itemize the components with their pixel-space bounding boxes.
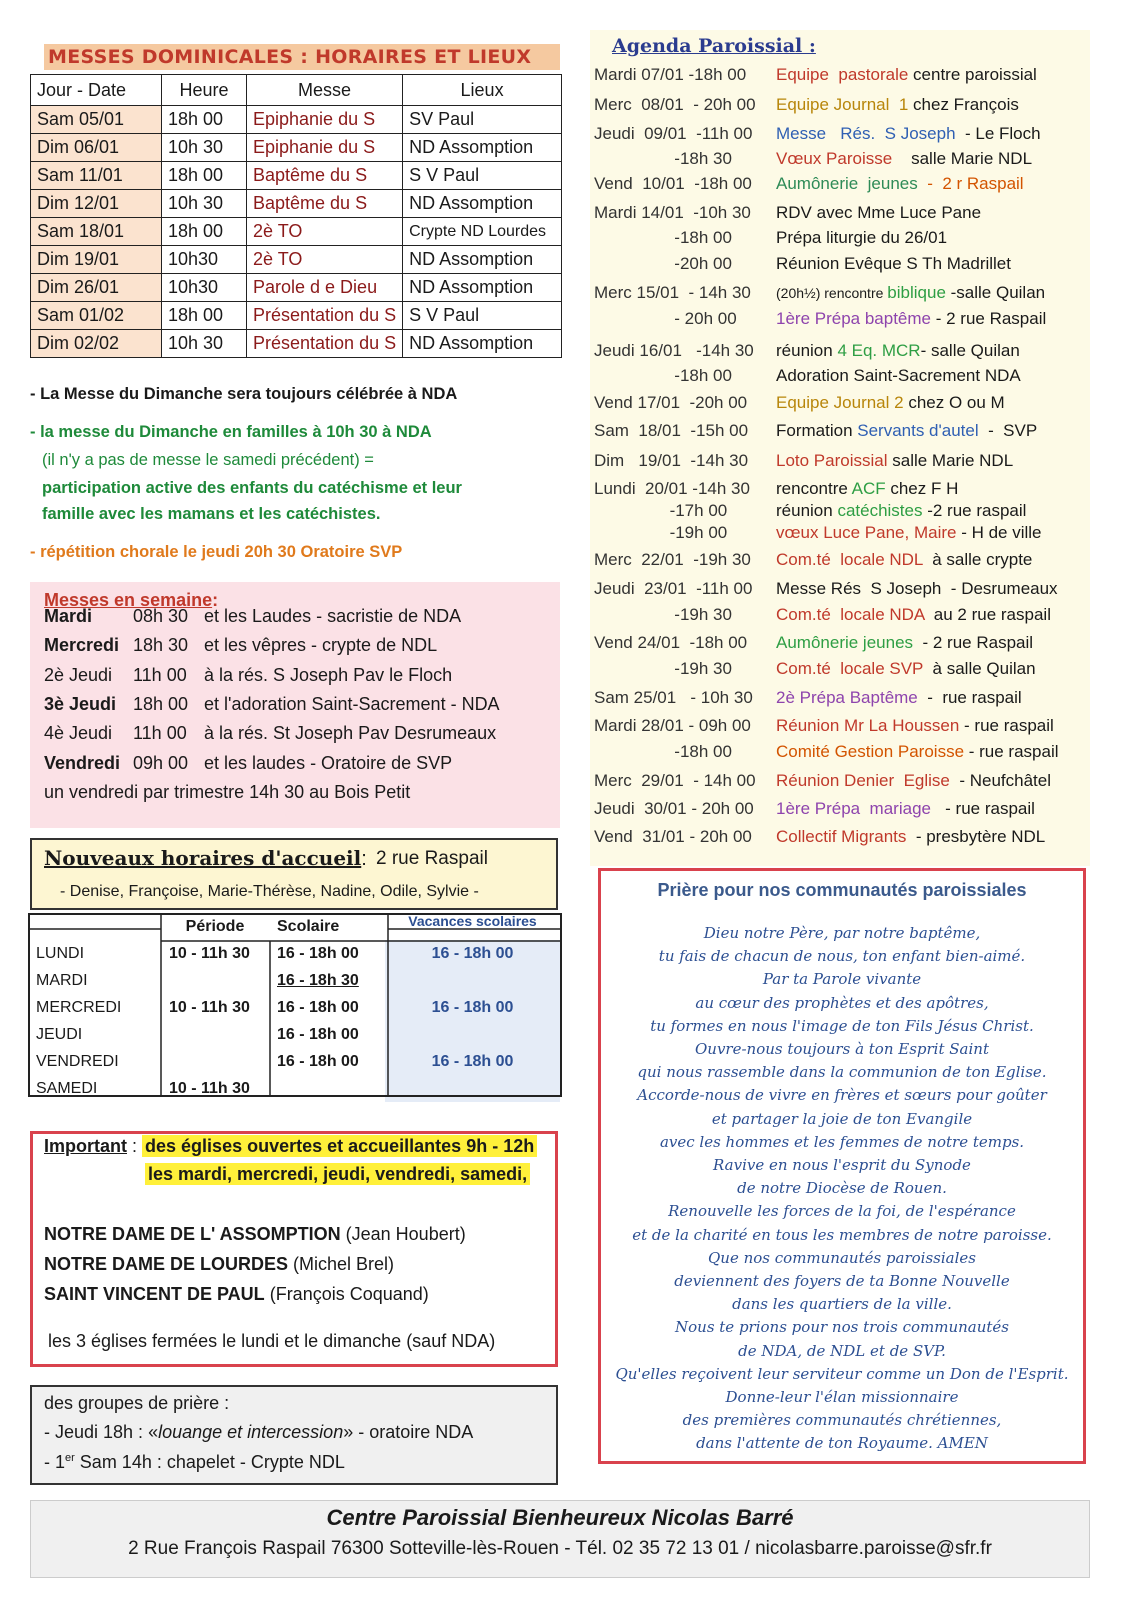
weekday-masses-title: Messes en semaine: [44,590,219,610]
agenda-item [594,742,1059,762]
prayer-line: Accorde-nous de vivre en frères et sœurs pour goûter [637,1086,1047,1105]
agenda-item [594,124,1041,144]
agenda-date: Vend 24/01 -18h 00 [594,633,748,652]
agenda-item [594,174,1024,194]
prayer-line: dans les quartiers de la ville. [732,1295,952,1314]
cell-mass: 2è TO [247,246,403,274]
prayer-line: Dieu notre Père, par notre baptême, [703,924,981,942]
agenda-event: réunion [776,341,838,360]
agenda-event: Vœux Paroisse [776,149,893,168]
agenda-item [594,95,1019,115]
agenda-date: -20h 00 [594,254,732,273]
accueil-address: 2 rue Raspail [376,848,488,869]
church-contact: (Michel Brel) [293,1254,395,1274]
agenda-item [594,366,1021,386]
agenda-event: - H de ville [956,523,1042,542]
agenda-date: -19h 00 [594,523,728,542]
agenda-event: RDV avec Mme [776,203,900,222]
prayer-title: Prière pour nos communautés paroissiales [657,880,1027,900]
agenda-date: -19h 30 [594,659,732,678]
church-entry [44,1254,394,1275]
weekday-time: 11h 00 [133,723,187,744]
agenda-event: - 2 r Raspail [917,174,1024,193]
cell-place: SV Paul [403,106,562,134]
agenda-event: - 2 rue Raspail [931,309,1047,328]
prayer-line: deviennent des foyers de ta Bonne Nouvelle [674,1272,1010,1291]
agenda-event: Luce Pane [899,203,982,222]
hours-header-cell: Période [185,917,245,935]
hours-day: VENDREDI [36,1052,119,1070]
hours-morning: 10 - 11h 30 [169,944,250,962]
header-messe: Messe [247,75,403,106]
agenda-event: Loto Paroissial [776,451,888,470]
agenda-item [594,393,1005,413]
agenda-event: 4 Eq. MCR [837,341,921,360]
hours-holiday: 16 - 18h 00 [385,1048,560,1075]
agenda-date: Merc 08/01 - 20h 00 [594,95,756,114]
agenda-event: - Le Floch [955,124,1041,143]
agenda-item [594,451,1013,471]
agenda-date: -18h 30 [594,149,732,168]
table-row [31,162,562,190]
agenda-event: salle Marie NDL [892,149,1033,168]
hours-afternoon: 16 - 18h 30 [277,971,359,989]
header-lieux: Lieux [403,75,562,106]
prayer-line: Renouvelle les forces de la foi, de l'espérance [668,1202,1016,1221]
important-line-2 [145,1164,530,1185]
agenda-event: - rue raspail [964,742,1059,761]
cell-mass: Parole d e Dieu [247,274,403,302]
note-sunday-mass: - La Messe du Dimanche sera toujours célébrée à NDA [30,385,458,403]
prayer-line: Ouvre-nous toujours à ton Esprit Saint [695,1040,989,1059]
cell-time: 18h 00 [162,302,247,330]
agenda-date: Jeudi 16/01 -14h 30 [594,341,754,360]
prayer-text [598,922,1086,1456]
agenda-date: Mardi 07/01 -18h 00 [594,65,747,84]
cell-mass: Baptême du S [247,162,403,190]
cell-date: Dim 02/02 [31,330,162,358]
cell-date: Dim 19/01 [31,246,162,274]
hours-day: SAMEDI [36,1079,98,1097]
cell-time: 18h 00 [162,106,247,134]
agenda-date: Jeudi 09/01 -11h 00 [594,124,753,143]
agenda-event: chez François [908,95,1019,114]
weekday-day: Mercredi [44,635,120,656]
weekday-text: à la rés. S Joseph Pav le Floch [204,664,453,685]
cell-mass: Epiphanie du S [247,106,403,134]
weekday-day: 3è Jeudi [44,693,117,714]
sunday-table-body [31,106,562,358]
agenda-item [594,228,947,248]
agenda-item [594,716,1054,736]
agenda-date: Jeudi 23/01 -11h 00 [594,579,753,598]
cell-place: ND Assomption [403,330,562,358]
prayer-line: Nous te prions pour nos trois communautés [675,1318,1009,1337]
agenda-event: Prépa liturgie du 26/01 [776,228,948,247]
prayer-line: avec les hommes et les femmes de notre temps. [659,1132,1025,1151]
church-contact: (Jean Houbert) [345,1224,466,1244]
cell-time: 10h 30 [162,330,247,358]
table-row [31,302,562,330]
agenda-item [594,827,1045,847]
agenda-date: Lundi 20/01 -14h 30 [594,479,750,498]
hours-day: LUNDI [36,944,85,962]
agenda-item [594,341,1020,361]
agenda-date: Vend 17/01 -20h 00 [594,393,748,412]
agenda-date: - 20h 00 [594,309,737,328]
agenda-event: chez O ou M [903,393,1005,412]
agenda-date: Vend 10/01 -18h 00 [594,174,752,193]
agenda-date: -17h 00 [594,501,728,520]
cell-time: 10h30 [162,246,247,274]
prayer-line: et partager la joie de ton Evangile [711,1109,973,1128]
agenda-event: - SVP [978,421,1038,440]
weekday-time: 18h 30 [133,635,189,656]
agenda-date: -18h 00 [594,366,732,385]
important-highlight-1: des églises ouvertes et accueillantes 9h - 12h [142,1135,537,1157]
agenda-event: Servants d'autel [857,421,979,440]
weekday-day: 4è Jeudi [44,723,113,744]
agenda-date: Vend 31/01 - 20h 00 [594,827,752,846]
cell-place: ND Assomption [403,134,562,162]
church-name: NOTRE DAME DE LOURDES [44,1254,289,1274]
agenda-event: 1ère Prépa baptême [776,309,931,328]
hours-header-cell: Scolaire [277,917,340,935]
table-row [31,330,562,358]
agenda-event: Equipe pastorale [776,65,909,84]
weekday-time: 11h 00 [133,664,187,685]
agenda-item [594,203,981,223]
agenda-event: salle Marie NDL [887,451,1014,470]
agenda-date: -18h 00 [594,742,732,761]
cell-date: Sam 18/01 [31,218,162,246]
hours-afternoon: 16 - 18h 00 [277,1025,359,1043]
agenda-event: Messe Rés S Joseph [776,579,942,598]
agenda-item [594,283,1045,303]
agenda-date: Merc 29/01 - 14h 00 [594,771,756,790]
table-row [31,218,562,246]
hours-day: MERCREDI [36,998,122,1016]
sunday-masses-title: MESSES DOMINICALES : HORAIRES ET LIEUX [44,44,560,70]
agenda-item [594,771,1051,791]
weekday-text: et les vêpres - crypte de NDL [204,635,438,656]
agenda-item [594,688,1022,708]
agenda-item [594,65,1037,85]
cell-place: Crypte ND Lourdes [403,218,562,246]
prayer-line: Qu'elles reçoivent leur serviteur comme un Don de l'Esprit. [615,1364,1069,1383]
table-row [31,274,562,302]
agenda-item [594,659,1036,679]
agenda-date: Dim 19/01 -14h 30 [594,451,749,470]
prayer-line: au cœur des prophètes et des apôtres, [695,993,989,1012]
important-line-1: Important : des églises ouvertes et accueillantes 9h - 12h [44,1136,537,1157]
agenda-event: Equipe Journal 2 [776,393,904,412]
agenda-event: Equipe Journal 1 [776,95,909,114]
cell-place: ND Assomption [403,246,562,274]
table-row [31,134,562,162]
agenda-event: centre paroissial [908,65,1037,84]
prayer-line: Par ta Parole vivante [762,970,922,989]
table-header-row [31,75,562,106]
agenda-item [594,479,958,499]
agenda-item [594,799,1035,819]
church-contact: (François Coquand) [269,1284,429,1304]
important-label: Important [44,1136,127,1156]
note-chorale: - répétition chorale le jeudi 20h 30 Oratoire SVP [30,543,403,561]
table-row [31,106,562,134]
note-participation: participation active des enfants du catéchisme et leur [42,479,462,497]
weekday-text: et les Laudes - sacristie de NDA [204,606,462,626]
agenda-date: -19h 30 [594,605,732,624]
hours-day: JEUDI [36,1025,83,1043]
weekday-time: 09h 00 [133,752,189,773]
weekday-text: et l'adoration Saint-Sacrement - NDA [204,693,500,714]
agenda-event: 1ère Prépa mariage [776,799,931,818]
weekday-time: 18h 00 [133,693,189,714]
prayer-line: des premières communautés chrétiennes, [682,1411,1002,1430]
note-family-mass: - la messe du Dimanche en familles à 10h 30 à NDA [30,423,432,441]
hours-afternoon: 16 - 18h 00 [277,944,359,962]
accueil-volunteers: - Denise, Françoise, Marie-Thérèse, Nadine, Odile, Sylvie - [60,883,479,900]
weekday-extra: un vendredi par trimestre 14h 30 au Bois Petit [44,782,411,802]
agenda-event: catéchistes [837,501,923,520]
prayer-line: dans l'attente de ton Royaume. AMEN [696,1434,988,1453]
agenda-date: -18h 00 [594,228,732,247]
agenda-event: Aumônerie jeunes [776,174,918,193]
note-family: famille avec les mamans et les catéchistes. [42,505,381,523]
agenda-event: - salle Quilan [920,341,1020,360]
church-name: NOTRE DAME DE L' ASSOMPTION [44,1224,341,1244]
agenda-event: Com.té locale NDA [776,605,925,624]
footer-centre-name: Centre Paroissial Bienheureux Nicolas Barré [326,1505,794,1530]
agenda-item [594,523,1042,543]
agenda-event: Com.té locale NDL [776,550,923,569]
prayer-line: de notre Diocèse de Rouen. [737,1179,947,1198]
agenda-event: - 2 rue Raspail [913,633,1034,652]
hours-holiday: 16 - 18h 00 [385,994,560,1021]
agenda-event: Messe Rés. S Joseph [776,124,956,143]
weekday-text: à la rés. St Joseph Pav Desrumeaux [204,723,497,744]
agenda-event: chez F H [885,479,959,498]
prayer-group-1: - Jeudi 18h : «louange et intercession» - oratoire NDA [44,1422,474,1442]
agenda-item [594,633,1033,653]
hours-holiday: 16 - 18h 00 [385,940,560,967]
cell-time: 10h 30 [162,134,247,162]
note-no-saturday: (il n'y a pas de messe le samedi précédent) = [42,451,374,469]
agenda-event: Collectif Migrants [776,827,907,846]
agenda-event: au 2 rue raspail [924,605,1051,624]
agenda-title: Agenda Paroissial : [612,35,816,57]
agenda-date: Mardi 14/01 -10h 30 [594,203,751,222]
hours-morning: 10 - 11h 30 [169,1079,250,1097]
footer-address: 2 Rue François Raspail 76300 Sotteville-lès-Rouen - Tél. 02 35 72 13 01 / nicolasbarre.paroisse@sfr.fr [128,1538,992,1559]
cell-date: Sam 05/01 [31,106,162,134]
agenda-event: - rue raspail [959,716,1054,735]
cell-date: Dim 06/01 [31,134,162,162]
agenda-event: -salle Quilan [945,283,1046,302]
agenda-event: - Neufchâtel [949,771,1051,790]
agenda-event: - rue raspail [917,688,1022,707]
sunday-masses-table [30,74,562,358]
accueil-title: Nouveaux horaires d'accueil: [44,846,367,870]
cell-date: Sam 01/02 [31,302,162,330]
agenda-event: Réunion Evêque S Th Madrillet [776,254,1011,273]
cell-mass: Présentation du S [247,302,403,330]
church-name: SAINT VINCENT DE PAUL [44,1284,265,1304]
weekday-day: Mardi [44,606,93,626]
agenda-event: (20h½) rencontre [776,285,888,301]
prayer-line: tu fais de chacun de nous, ton enfant bien-aimé. [658,947,1026,966]
agenda-event: 2è Prépa Baptême [776,688,918,707]
cell-time: 10h30 [162,274,247,302]
church-entry [44,1284,429,1305]
cell-place: S V Paul [403,162,562,190]
hours-day: MARDI [36,971,88,989]
prayer-groups-title: des groupes de prière : [44,1393,230,1413]
cell-place: ND Assomption [403,190,562,218]
weekday-day: 2è Jeudi [44,664,113,685]
agenda-event: - presbytère NDL [906,827,1046,846]
important-closed: les 3 églises fermées le lundi et le dimanche (sauf NDA) [48,1331,496,1351]
agenda-date: Jeudi 30/01 - 20h 00 [594,799,754,818]
agenda-date: Merc 22/01 -19h 30 [594,550,751,569]
prayer-line: qui nous rassemble dans la communion de ton Eglise. [637,1063,1047,1082]
prayer-line: tu formes en nous l'image de ton Fils Jésus Christ. [650,1016,1034,1035]
agenda-event: vœux Luce Pane, Maire [776,523,957,542]
header-heure: Heure [162,75,247,106]
agenda-event: à salle crypte [922,550,1033,569]
agenda-date: Merc 15/01 - 14h 30 [594,283,751,302]
prayer-line: et de la charité en tous les membres de notre paroisse. [632,1225,1052,1244]
agenda-event: biblique [887,283,946,302]
agenda-event: Réunion Mr La Houssen [776,716,960,735]
prayer-line: Que nos communautés paroissiales [708,1248,976,1267]
cell-time: 18h 00 [162,162,247,190]
hours-header-cell: Vacances scolaires [408,913,537,929]
weekday-time: 08h 30 [133,606,189,626]
weekday-text: et les laudes - Oratoire de SVP [204,752,453,773]
cell-time: 18h 00 [162,218,247,246]
agenda-item [594,149,1032,169]
prayer-group-2: - 1er Sam 14h : chapelet - Crypte NDL [44,1452,345,1472]
prayer-line: Ravive en nous l'esprit du Synode [713,1156,971,1175]
cell-mass: Epiphanie du S [247,134,403,162]
hours-table-lines [28,913,562,1097]
agenda-date: Sam 18/01 -15h 00 [594,421,749,440]
agenda-item [594,501,1026,521]
agenda-date: Sam 25/01 - 10h 30 [594,688,753,707]
important-highlight-2: les mardi, mercredi, jeudi, vendredi, samedi, [145,1163,530,1185]
agenda-event: Com.té locale SVP [776,659,924,678]
agenda-item [594,579,1058,599]
agenda-event: à salle Quilan [923,659,1036,678]
agenda-event: Adoration Saint-Sacrement NDA [776,366,1021,385]
prayer-line: de NDA, de NDL et de SVP. [738,1341,946,1360]
agenda-date: Mardi 28/01 - 09h 00 [594,716,751,735]
table-row [31,246,562,274]
cell-time: 10h 30 [162,190,247,218]
prayer-line: Donne-leur l'élan missionnaire [725,1388,959,1407]
agenda-event: réunion [776,501,838,520]
agenda-event: - rue raspail [930,799,1035,818]
cell-place: ND Assomption [403,274,562,302]
agenda-event: Aumônerie jeunes [776,633,914,652]
agenda-event: - Desrumeaux [941,579,1058,598]
agenda-item [594,254,1011,274]
hours-morning: 10 - 11h 30 [169,998,250,1016]
cell-date: Dim 12/01 [31,190,162,218]
hours-afternoon: 16 - 18h 00 [277,998,359,1016]
agenda-event: Comité Gestion Paroisse [776,742,965,761]
agenda-item [594,550,1032,570]
agenda-event: Formation [776,421,858,440]
agenda-item [594,421,1037,441]
agenda-event: Réunion Denier Eglise [776,771,950,790]
church-entry [44,1224,466,1245]
agenda-event: ACF [851,479,886,498]
agenda-event: rencontre [776,479,852,498]
hours-afternoon: 16 - 18h 00 [277,1052,359,1070]
agenda-item [594,605,1051,625]
cell-place: S V Paul [403,302,562,330]
agenda-event: -2 rue raspail [922,501,1027,520]
cell-mass: Baptême du S [247,190,403,218]
agenda-item [594,309,1046,329]
weekday-day: Vendredi [44,752,121,773]
cell-mass: Présentation du S [247,330,403,358]
cell-date: Sam 11/01 [31,162,162,190]
cell-mass: 2è TO [247,218,403,246]
table-row [31,190,562,218]
header-jour: Jour - Date [31,75,162,106]
cell-date: Dim 26/01 [31,274,162,302]
